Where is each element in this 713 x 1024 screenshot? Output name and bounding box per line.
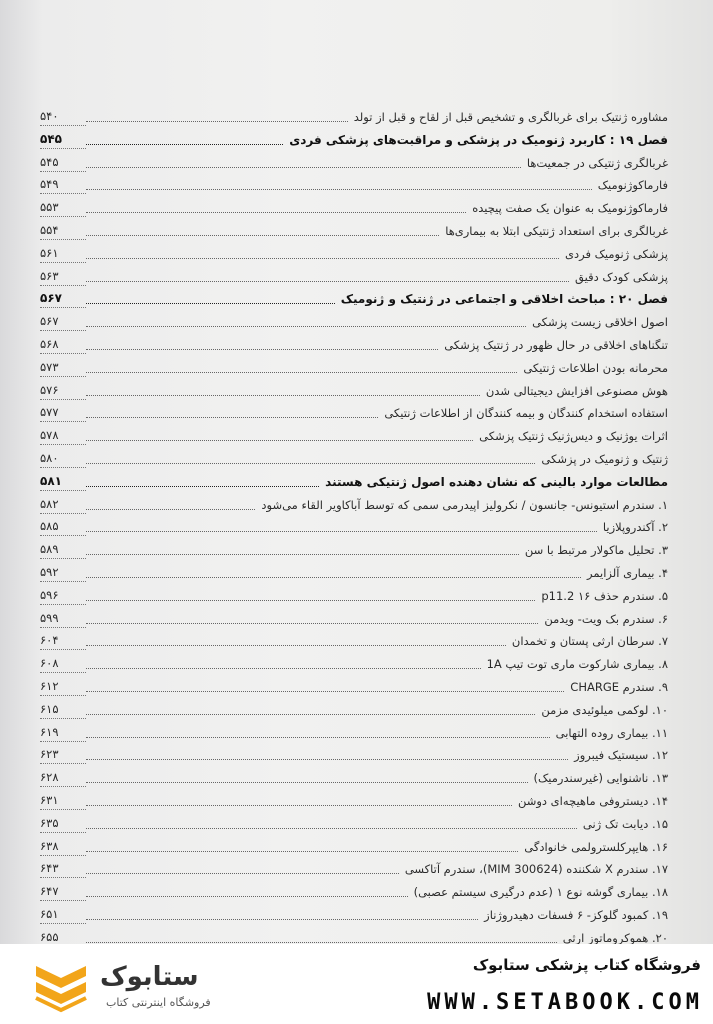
- book-stack-logo-icon: [30, 956, 92, 1016]
- toc-dot-leader: [86, 394, 480, 396]
- toc-entry-title: استفاده استخدام کنندگان و بیمه کنندگان از اطلاعات ژنتیکی: [384, 406, 668, 421]
- toc-entry-row[interactable]: [40, 400, 668, 423]
- toc-entry-row[interactable]: [40, 84, 668, 126]
- toc-page-number: ۵۷۷: [40, 405, 86, 422]
- toc-page-number: ۵۸۰: [40, 451, 86, 468]
- store-url[interactable]: WWW.SETABOOK.COM: [427, 990, 703, 1015]
- toc-dot-leader: [86, 439, 473, 441]
- toc-entry-title: ۱۱. بیماری روده التهابی: [555, 725, 668, 740]
- toc-entry-title: ۱۵. دیابت تک ژنی: [582, 816, 668, 831]
- toc-page-number: ۵۷۶: [40, 383, 86, 400]
- setabook-logo[interactable]: [30, 956, 270, 1016]
- toc-page-number: ۵۶۸: [40, 337, 86, 354]
- toc-entry-title: ۲۰. هموکروماتوز ارثی: [562, 930, 668, 944]
- toc-entry-title: پزشکی کودک دقیق: [575, 269, 668, 284]
- toc-entry-title: تنگناهای اخلاقی در حال ظهور در ژنتیک پزشکی: [444, 337, 668, 352]
- toc-dot-leader: [86, 257, 559, 259]
- toc-page-number: ۵۴۵: [40, 155, 86, 172]
- toc-dot-leader: [86, 690, 564, 692]
- toc-entry-row[interactable]: [40, 742, 668, 765]
- toc-dot-leader: [86, 713, 535, 715]
- toc-page-number: ۵۸۵: [40, 519, 86, 536]
- toc-entry-title: فصل ۱۹ : کاربرد ژنومیک در پزشکی و مراقبت‌های پزشکی فردی: [289, 132, 668, 147]
- toc-chapter-row[interactable]: [40, 126, 668, 149]
- toc-page-number: ۵۴۹: [40, 177, 86, 194]
- toc-entry-title: ۱۸. بیماری گوشه نوع ۱ (عدم درگیری سیستم عصبی): [413, 885, 668, 900]
- toc-dot-leader: [86, 872, 399, 874]
- toc-dot-leader: [86, 143, 283, 145]
- toc-entry-title: ۳. تحلیل ماکولار مرتبط با سن: [524, 543, 668, 558]
- toc-entry-title: فصل ۲۰ : مباحث اخلاقی و اجتماعی در ژنتیک و ژنومیک: [340, 292, 668, 307]
- toc-dot-leader: [86, 918, 478, 920]
- toc-page-number: ۶۴۳: [40, 861, 86, 878]
- toc-dot-leader: [86, 416, 378, 418]
- toc-chapter-row[interactable]: [40, 468, 668, 491]
- toc-entry-title: ۱۳. ناشنوایی (غیرسندرمیک): [533, 771, 668, 786]
- toc-entry-row[interactable]: [40, 924, 668, 944]
- toc-entry-row[interactable]: [40, 194, 668, 217]
- toc-page-number: ۵۸۱: [40, 474, 86, 491]
- toc-page-number: ۵۶۷: [40, 314, 86, 331]
- toc-entry-row[interactable]: [40, 354, 668, 377]
- toc-page-number: ۵۶۷: [40, 291, 86, 308]
- toc-chapter-row[interactable]: [40, 286, 668, 309]
- toc-dot-leader: [86, 508, 255, 510]
- toc-page-number: ۵۵۴: [40, 223, 86, 240]
- toc-entry-title: ۱. سندرم استیونس- جانسون / نکرولیز اپیدرمی سمی که توسط آباکاویر القاء می‌شود: [261, 497, 668, 512]
- toc-entry-title: ۲. آکندروپلازیا: [602, 520, 668, 535]
- toc-dot-leader: [86, 895, 408, 897]
- toc-dot-leader: [86, 850, 518, 852]
- toc-entry-row[interactable]: [40, 514, 668, 537]
- toc-entry-title: فارماکوژنومیک به عنوان یک صفت پیچیده: [472, 201, 668, 216]
- toc-page-number: ۵۴۰: [40, 109, 86, 126]
- toc-page-number: ۵۶۳: [40, 269, 86, 286]
- toc-entry-row[interactable]: [40, 810, 668, 833]
- toc-page-number: ۵۹۶: [40, 588, 86, 605]
- toc-dot-leader: [86, 553, 519, 555]
- toc-entry-row[interactable]: [40, 149, 668, 172]
- toc-page-number: ۶۵۵: [40, 930, 86, 944]
- toc-dot-leader: [86, 941, 557, 943]
- toc-page-number: ۵۸۹: [40, 542, 86, 559]
- toc-page-number: ۶۰۴: [40, 633, 86, 650]
- toc-page-number: ۶۳۱: [40, 793, 86, 810]
- logo-wordmark: ستابوک: [100, 962, 199, 992]
- toc-entry-row[interactable]: [40, 559, 668, 582]
- toc-dot-leader: [86, 188, 592, 190]
- toc-page-number: ۵۸۲: [40, 497, 86, 514]
- toc-page-number: ۵۴۵: [40, 132, 86, 149]
- toc-entry-row[interactable]: [40, 673, 668, 696]
- toc-dot-leader: [86, 302, 335, 304]
- toc-page-number: ۵۷۸: [40, 428, 86, 445]
- toc-dot-leader: [86, 325, 526, 327]
- toc-page-number: ۶۲۳: [40, 747, 86, 764]
- toc-dot-leader: [86, 827, 577, 829]
- toc-entry-row[interactable]: [40, 650, 668, 673]
- toc-page-number: ۵۷۳: [40, 360, 86, 377]
- toc-dot-leader: [86, 120, 348, 122]
- toc-dot-leader: [86, 576, 581, 578]
- toc-dot-leader: [86, 644, 506, 646]
- toc-entry-title: ۱۲. سیستیک فیبروز: [574, 748, 668, 763]
- toc-dot-leader: [86, 667, 481, 669]
- toc-entry-row[interactable]: [40, 605, 668, 628]
- toc-entry-title: غربالگری برای استعداد ژنتیکی ابتلا به بیماری‌ها: [445, 223, 668, 238]
- toc-entry-title: ۹. سندرم CHARGE: [570, 679, 668, 694]
- toc-page-number: ۶۱۵: [40, 702, 86, 719]
- toc-page-number: ۶۵۱: [40, 907, 86, 924]
- toc-entry-row[interactable]: [40, 422, 668, 445]
- toc-entry-title: پزشکی ژنومیک فردی: [564, 246, 668, 261]
- toc-page-number: ۶۳۸: [40, 839, 86, 856]
- toc-entry-row[interactable]: [40, 901, 668, 924]
- toc-dot-leader: [86, 166, 521, 168]
- toc-dot-leader: [86, 462, 535, 464]
- toc-entry-row[interactable]: [40, 172, 668, 195]
- toc-entry-title: ۱۴. دیستروفی ماهیچه‌ای دوشن: [517, 793, 668, 808]
- toc-page-number: ۵۵۳: [40, 200, 86, 217]
- toc-page-number: ۶۱۹: [40, 725, 86, 742]
- toc-entry-title: ۶. سندرم بک ویت- ویدمن: [544, 611, 668, 626]
- toc-entry-title: ۷. سرطان ارثی پستان و تخمدان: [511, 634, 668, 649]
- toc-entry-title: مطالعات موارد بالینی که نشان دهنده اصول ژنتیکی هستند: [325, 474, 668, 489]
- toc-entry-title: ۵. سندرم حذف ۱۶ p11.2: [541, 588, 668, 603]
- toc-page-number: ۶۳۵: [40, 816, 86, 833]
- toc-page-number: ۶۰۸: [40, 656, 86, 673]
- toc-entry-row[interactable]: [40, 719, 668, 742]
- toc-entry-title: ۱۶. هایپرکلسترولمی خانوادگی: [524, 839, 668, 854]
- toc-dot-leader: [86, 804, 512, 806]
- toc-page-number: ۶۱۲: [40, 679, 86, 696]
- toc-page-number: ۶۴۷: [40, 884, 86, 901]
- toc-page-number: ۵۶۱: [40, 246, 86, 263]
- toc-dot-leader: [86, 234, 439, 236]
- toc-entry-title: ۴. بیماری آلزایمر: [587, 565, 668, 580]
- toc-entry-row[interactable]: [40, 217, 668, 240]
- toc-entry-row[interactable]: [40, 696, 668, 719]
- store-name: فروشگاه کتاب پزشکی ستابوک: [472, 956, 701, 974]
- toc-dot-leader: [86, 348, 438, 350]
- toc-entry-row[interactable]: [40, 331, 668, 354]
- toc-entry-row[interactable]: [40, 491, 668, 514]
- toc-dot-leader: [86, 530, 597, 532]
- toc-entry-row[interactable]: [40, 263, 668, 286]
- toc-entry-title: غربالگری ژنتیکی در جمعیت‌ها: [526, 155, 668, 170]
- toc-entry-title: ۱۰. لوکمی میلوئیدی مزمن: [541, 702, 668, 717]
- toc-entry-row[interactable]: [40, 582, 668, 605]
- toc-dot-leader: [86, 280, 569, 282]
- toc-dot-leader: [86, 599, 535, 601]
- toc-entry-row[interactable]: [40, 536, 668, 559]
- toc-entry-title: ۱۹. کمبود گلوکز- ۶ فسفات دهیدروژناز: [484, 907, 668, 922]
- toc-dot-leader: [86, 736, 550, 738]
- toc-entry-row[interactable]: [40, 308, 668, 331]
- toc-entry-title: هوش مصنوعی افزایش دیجیتالی شدن: [485, 383, 668, 398]
- toc-page-number: ۶۲۸: [40, 770, 86, 787]
- toc-page-number: ۵۹۲: [40, 565, 86, 582]
- toc-entry-row[interactable]: [40, 764, 668, 787]
- toc-entry-row[interactable]: [40, 377, 668, 400]
- toc-entry-title: فارماکوژنومیک: [597, 178, 668, 193]
- toc-dot-leader: [86, 781, 528, 783]
- toc-entry-row[interactable]: [40, 878, 668, 901]
- toc-entry-row[interactable]: [40, 833, 668, 856]
- toc-entry-title: مشاوره ژنتیک برای غربالگری و تشخیص قبل از لقاح و قبل از تولد: [353, 110, 668, 124]
- toc-dot-leader: [86, 211, 466, 213]
- toc-entry-title: ۸. بیماری شارکوت ماری توت تیپ 1A: [486, 657, 668, 672]
- toc-entry-title: اصول اخلاقی زیست پزشکی: [532, 315, 668, 330]
- table-of-contents: [40, 84, 668, 944]
- toc-entry-row[interactable]: [40, 856, 668, 879]
- toc-entry-row[interactable]: [40, 787, 668, 810]
- toc-entry-title: اثرات یوژنیک و دیس‌ژنیک ژنتیک پزشکی: [479, 429, 668, 444]
- toc-dot-leader: [86, 622, 538, 624]
- toc-entry-row[interactable]: [40, 628, 668, 651]
- toc-dot-leader: [86, 485, 319, 487]
- toc-entry-title: محرمانه بودن اطلاعات ژنتیکی: [523, 360, 668, 375]
- toc-dot-leader: [86, 758, 568, 760]
- toc-entry-title: ژنتیک و ژنومیک در پزشکی: [541, 451, 668, 466]
- toc-entry-row[interactable]: [40, 445, 668, 468]
- toc-entry-row[interactable]: [40, 240, 668, 263]
- logo-tagline: فروشگاه اینترنتی کتاب: [106, 996, 211, 1009]
- toc-dot-leader: [86, 371, 517, 373]
- toc-entry-title: ۱۷. سندرم X شکننده (MIM 300624)، سندرم آتاکسی: [404, 862, 668, 877]
- toc-page-number: ۵۹۹: [40, 611, 86, 628]
